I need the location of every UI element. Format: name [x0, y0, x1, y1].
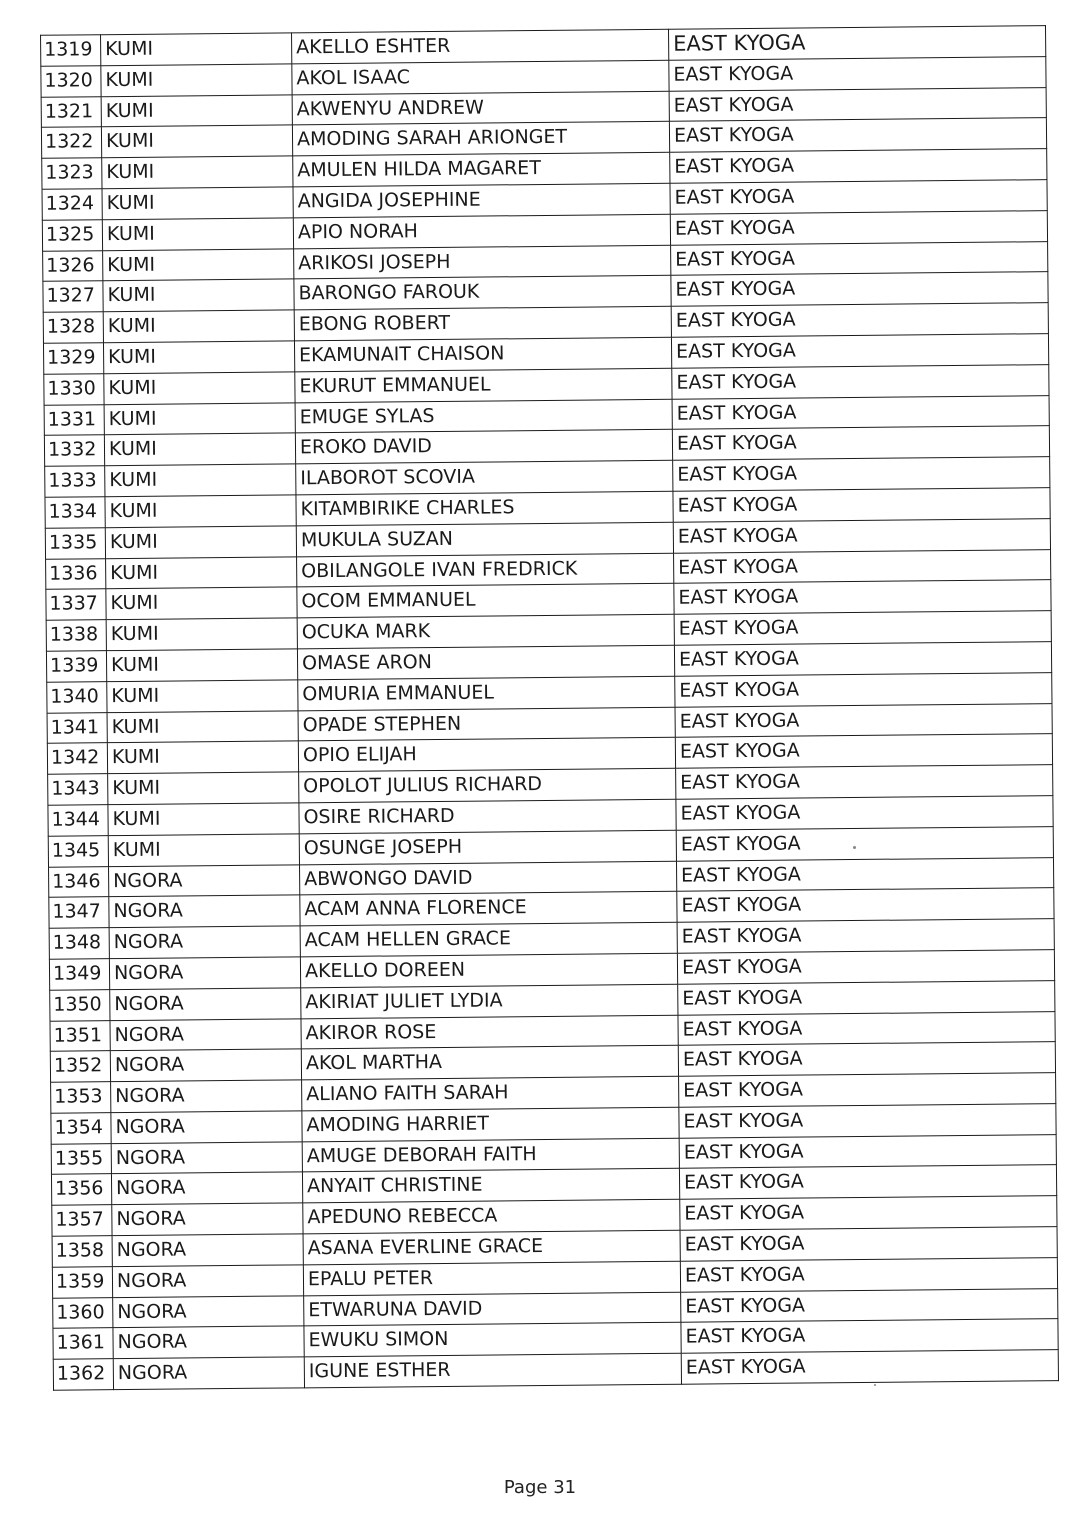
table-container — [22, 25, 1071, 1391]
region-cell: EAST KYOGA — [681, 1288, 1058, 1322]
region-cell: EAST KYOGA — [669, 56, 1046, 90]
name-cell: AKIRIAT JULIET LYDIA — [301, 984, 678, 1018]
name-cell: OMURIA EMMANUEL — [298, 676, 675, 710]
row-number-cell: 1345 — [48, 835, 108, 866]
row-number-cell: 1350 — [50, 989, 110, 1020]
district-cell: KUMI — [101, 33, 292, 66]
region-cell: EAST KYOGA — [674, 611, 1051, 645]
name-cell: AMODING HARRIET — [302, 1107, 679, 1141]
row-number-cell: 1331 — [44, 404, 104, 435]
name-cell: AKOL ISAAC — [292, 60, 669, 94]
region-cell: EAST KYOGA — [669, 87, 1046, 121]
district-cell: KUMI — [103, 279, 294, 312]
region-cell: EAST KYOGA — [673, 457, 1050, 491]
row-number-cell: 1319 — [41, 35, 101, 66]
name-cell: AMODING SARAH ARIONGET — [292, 122, 669, 156]
region-cell: EAST KYOGA — [681, 1319, 1058, 1353]
name-cell: OMASE ARON — [297, 645, 674, 679]
row-number-cell: 1342 — [47, 743, 107, 774]
row-number-cell: 1347 — [49, 897, 109, 928]
name-cell: EMUGE SYLAS — [295, 399, 672, 433]
row-number-cell: 1357 — [52, 1205, 112, 1236]
page-number: Page 31 — [503, 1477, 577, 1498]
region-cell: EAST KYOGA — [679, 1103, 1056, 1137]
name-cell: EBONG ROBERT — [294, 306, 671, 340]
row-number-cell: 1330 — [44, 373, 104, 404]
row-number-cell: 1353 — [51, 1082, 111, 1113]
row-number-cell: 1340 — [47, 681, 107, 712]
name-cell: OCUKA MARK — [297, 614, 674, 648]
region-cell: EAST KYOGA — [671, 272, 1048, 306]
district-cell: KUMI — [108, 772, 299, 805]
district-cell: KUMI — [106, 618, 297, 651]
name-cell: ABWONGO DAVID — [299, 861, 676, 895]
name-cell: ARIKOSI JOSEPH — [294, 245, 671, 279]
name-cell: KITAMBIRIKE CHARLES — [296, 491, 673, 525]
region-cell: EAST KYOGA — [678, 1011, 1055, 1045]
region-cell: EAST KYOGA — [677, 888, 1054, 922]
district-cell: NGORA — [109, 864, 300, 897]
district-cell: KUMI — [101, 94, 292, 127]
region-cell: EAST KYOGA — [676, 857, 1053, 891]
row-number-cell: 1335 — [45, 527, 105, 558]
region-cell: EAST KYOGA — [677, 950, 1054, 984]
district-cell: KUMI — [103, 310, 294, 343]
district-cell: NGORA — [110, 1018, 301, 1051]
region-cell: EAST KYOGA — [674, 549, 1051, 583]
scan-speck — [874, 1384, 876, 1386]
region-cell: EAST KYOGA — [680, 1227, 1057, 1261]
name-cell: EWUKU SIMON — [304, 1323, 681, 1357]
name-cell: AMUGE DEBORAH FAITH — [302, 1138, 679, 1172]
region-cell: EAST KYOGA — [670, 149, 1047, 183]
region-cell: EAST KYOGA — [668, 26, 1045, 60]
row-number-cell: 1349 — [49, 959, 109, 990]
district-cell: NGORA — [113, 1295, 304, 1328]
name-cell: AMULEN HILDA MAGARET — [293, 152, 670, 186]
district-cell: KUMI — [103, 248, 294, 281]
row-number-cell: 1341 — [47, 712, 107, 743]
region-cell: EAST KYOGA — [673, 488, 1050, 522]
name-cell: AKOL MARTHA — [301, 1046, 678, 1080]
name-cell: OCOM EMMANUEL — [297, 584, 674, 618]
region-cell: EAST KYOGA — [674, 642, 1051, 676]
region-cell: EAST KYOGA — [680, 1257, 1057, 1291]
row-number-cell: 1362 — [53, 1359, 113, 1390]
name-cell: AKELLO ESHTER — [292, 29, 669, 63]
region-cell: EAST KYOGA — [671, 334, 1048, 368]
name-cell: IGUNE ESTHER — [304, 1353, 681, 1387]
region-cell: EAST KYOGA — [671, 303, 1048, 337]
name-cell: OBILANGOLE IVAN FREDRICK — [297, 553, 674, 587]
row-number-cell: 1361 — [53, 1328, 113, 1359]
district-cell: KUMI — [107, 741, 298, 774]
region-cell: EAST KYOGA — [670, 210, 1047, 244]
region-cell: EAST KYOGA — [675, 703, 1052, 737]
name-cell: OSIRE RICHARD — [299, 799, 676, 833]
district-cell: NGORA — [111, 1111, 302, 1144]
district-cell: KUMI — [108, 803, 299, 836]
district-cell: NGORA — [112, 1265, 303, 1298]
name-cell: AKELLO DOREEN — [300, 953, 677, 987]
region-cell: EAST KYOGA — [678, 980, 1055, 1014]
region-cell: EAST KYOGA — [672, 395, 1049, 429]
name-cell: ALIANO FAITH SARAH — [302, 1076, 679, 1110]
region-cell: EAST KYOGA — [669, 118, 1046, 152]
region-cell: EAST KYOGA — [676, 765, 1053, 799]
row-number-cell: 1327 — [43, 281, 103, 312]
row-number-cell: 1336 — [46, 558, 106, 589]
district-cell: KUMI — [105, 526, 296, 559]
district-cell: KUMI — [105, 495, 296, 528]
row-number-cell: 1344 — [48, 805, 108, 836]
name-cell: EROKO DAVID — [295, 430, 672, 464]
region-cell: EAST KYOGA — [671, 241, 1048, 275]
row-number-cell: 1359 — [52, 1267, 112, 1298]
name-cell: EPALU PETER — [303, 1261, 680, 1295]
row-number-cell: 1352 — [50, 1051, 110, 1082]
row-number-cell: 1355 — [51, 1143, 111, 1174]
roster-table — [40, 25, 1059, 1391]
district-cell: KUMI — [101, 125, 292, 158]
region-cell: EAST KYOGA — [677, 919, 1054, 953]
district-cell: KUMI — [102, 187, 293, 220]
region-cell: EAST KYOGA — [679, 1073, 1056, 1107]
name-cell: ETWARUNA DAVID — [304, 1292, 681, 1326]
region-cell: EAST KYOGA — [676, 826, 1053, 860]
row-number-cell: 1326 — [43, 250, 103, 281]
district-cell: NGORA — [113, 1326, 304, 1359]
district-cell: NGORA — [110, 1049, 301, 1082]
row-number-cell: 1360 — [53, 1297, 113, 1328]
row-number-cell: 1348 — [49, 928, 109, 959]
name-cell: ANYAIT CHRISTINE — [302, 1169, 679, 1203]
region-cell: EAST KYOGA — [672, 426, 1049, 460]
row-number-cell: 1323 — [42, 158, 102, 189]
region-cell: EAST KYOGA — [680, 1196, 1057, 1230]
name-cell: AKWENYU ANDREW — [292, 91, 669, 125]
name-cell: AKIROR ROSE — [301, 1015, 678, 1049]
name-cell: OPADE STEPHEN — [298, 707, 675, 741]
name-cell: EKURUT EMMANUEL — [295, 368, 672, 402]
name-cell: EKAMUNAIT CHAISON — [294, 337, 671, 371]
district-cell: KUMI — [104, 402, 295, 435]
row-number-cell: 1351 — [50, 1020, 110, 1051]
region-cell: EAST KYOGA — [673, 518, 1050, 552]
district-cell: KUMI — [106, 649, 297, 682]
region-cell: EAST KYOGA — [672, 364, 1049, 398]
district-cell: NGORA — [109, 926, 300, 959]
district-cell: KUMI — [106, 587, 297, 620]
row-number-cell: 1324 — [42, 189, 102, 220]
name-cell: MUKULA SUZAN — [296, 522, 673, 556]
roster-table-body — [41, 26, 1059, 1391]
name-cell: APEDUNO REBECCA — [303, 1199, 680, 1233]
district-cell: NGORA — [111, 1080, 302, 1113]
row-number-cell: 1333 — [45, 466, 105, 497]
row-number-cell: 1343 — [48, 774, 108, 805]
district-cell: NGORA — [112, 1203, 303, 1236]
row-number-cell: 1321 — [41, 96, 101, 127]
name-cell: OSUNGE JOSEPH — [299, 830, 676, 864]
region-cell: EAST KYOGA — [679, 1134, 1056, 1168]
district-cell: KUMI — [104, 372, 295, 405]
name-cell: ACAM HELLEN GRACE — [300, 922, 677, 956]
district-cell: NGORA — [110, 988, 301, 1021]
district-cell: KUMI — [102, 156, 293, 189]
district-cell: KUMI — [104, 433, 295, 466]
district-cell: NGORA — [112, 1234, 303, 1267]
region-cell: EAST KYOGA — [674, 580, 1051, 614]
row-number-cell: 1322 — [41, 127, 101, 158]
district-cell: KUMI — [106, 556, 297, 589]
district-cell: NGORA — [113, 1357, 304, 1390]
row-number-cell: 1346 — [49, 866, 109, 897]
name-cell: APIO NORAH — [293, 214, 670, 248]
name-cell: ACAM ANNA FLORENCE — [300, 892, 677, 926]
district-cell: KUMI — [103, 341, 294, 374]
region-cell: EAST KYOGA — [676, 796, 1053, 830]
district-cell: NGORA — [111, 1142, 302, 1175]
district-cell: KUMI — [101, 64, 292, 97]
name-cell: ANGIDA JOSEPHINE — [293, 183, 670, 217]
region-cell: EAST KYOGA — [675, 734, 1052, 768]
row-number-cell: 1339 — [46, 651, 106, 682]
district-cell: NGORA — [111, 1172, 302, 1205]
row-number-cell: 1338 — [46, 620, 106, 651]
name-cell: OPIO ELIJAH — [298, 738, 675, 772]
region-cell: EAST KYOGA — [678, 1042, 1055, 1076]
district-cell: KUMI — [107, 680, 298, 713]
row-number-cell: 1325 — [42, 219, 102, 250]
district-cell: NGORA — [109, 895, 300, 928]
row-number-cell: 1354 — [51, 1113, 111, 1144]
row-number-cell: 1334 — [45, 497, 105, 528]
row-number-cell: 1329 — [43, 343, 103, 374]
row-number-cell: 1337 — [46, 589, 106, 620]
district-cell: KUMI — [107, 710, 298, 743]
name-cell: ILABOROT SCOVIA — [296, 460, 673, 494]
name-cell: OPOLOT JULIUS RICHARD — [299, 768, 676, 802]
district-cell: KUMI — [102, 218, 293, 251]
district-cell: NGORA — [109, 957, 300, 990]
row-number-cell: 1332 — [44, 435, 104, 466]
district-cell: KUMI — [108, 834, 299, 867]
row-number-cell: 1358 — [52, 1236, 112, 1267]
district-cell: KUMI — [105, 464, 296, 497]
row-number-cell: 1328 — [43, 312, 103, 343]
region-cell: EAST KYOGA — [670, 180, 1047, 214]
name-cell: BARONGO FAROUK — [294, 276, 671, 310]
region-cell: EAST KYOGA — [679, 1165, 1056, 1199]
row-number-cell: 1356 — [51, 1174, 111, 1205]
region-cell: EAST KYOGA — [681, 1350, 1058, 1384]
name-cell: ASANA EVERLINE GRACE — [303, 1230, 680, 1264]
scan-speck — [853, 846, 856, 849]
row-number-cell: 1320 — [41, 66, 101, 97]
region-cell: EAST KYOGA — [675, 672, 1052, 706]
